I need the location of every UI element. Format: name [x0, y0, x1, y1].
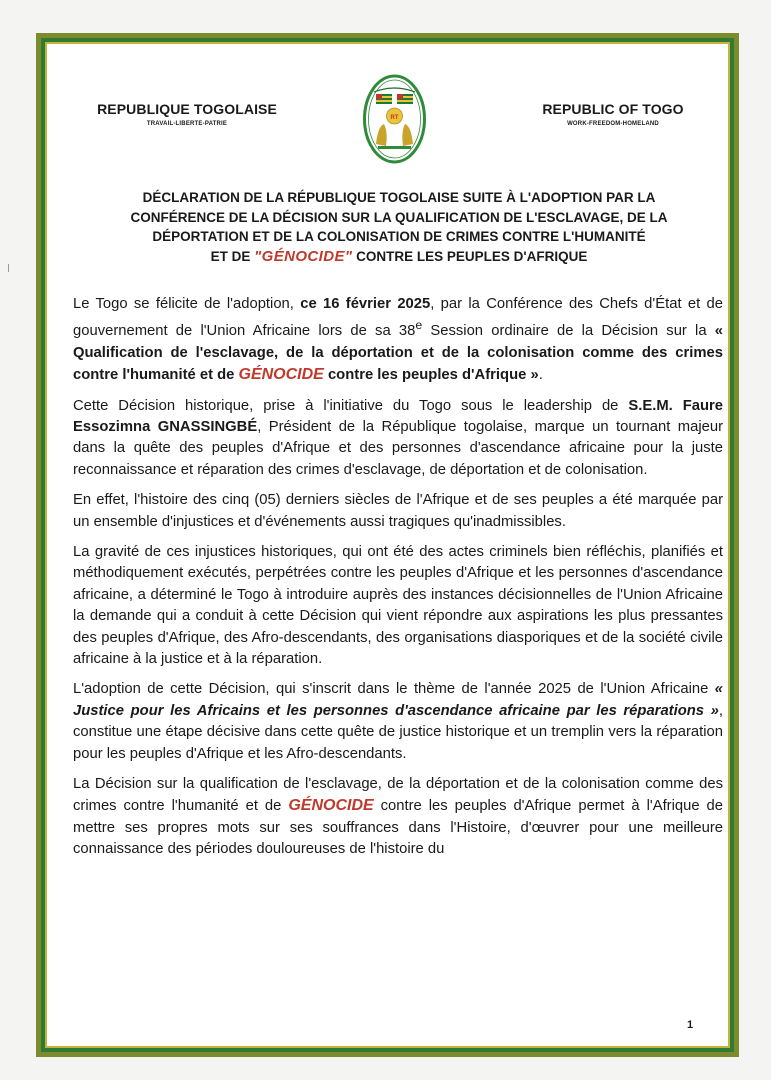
p1-genocide-word: GÉNOCIDE: [238, 366, 324, 384]
p1-superscript: e: [415, 318, 423, 333]
title-line-4: [87, 247, 711, 267]
p1-text: Le Togo se félicite de l'adoption,: [73, 296, 301, 312]
declaration-body: [73, 294, 723, 870]
scan-edge-mark: [8, 264, 9, 272]
p2-president-name: S.E.M. Faure Essozimna GNASSINGBÉ: [73, 397, 723, 435]
header-left: [87, 101, 287, 127]
p6-genocide-word: GÉNOCIDE: [288, 797, 374, 815]
p2-text: Cette Décision historique, prise à l'initiative du Togo sous le leadership de: [73, 397, 629, 414]
paragraph-1: [73, 294, 723, 387]
motto-fr: TRAVAIL-LIBERTE-PATRIE: [146, 121, 228, 127]
paragraph-5: [73, 679, 723, 765]
p1-text-3: Session ordinaire de la Décision sur la: [422, 323, 715, 340]
page-border: [36, 33, 739, 1057]
p1-date: ce 16 février 2025: [300, 296, 431, 312]
title-line-3: DÉPORTATION ET DE LA COLONISATION DE CRIMES CONTRE L'HUMANITÉ: [152, 229, 646, 244]
p1-decision-title-end: contre les peuples d'Afrique »: [323, 367, 539, 384]
declaration-title: [87, 188, 711, 266]
p5-text: L'adoption de cette Décision, qui s'inscrit dans le thème de l'année 2025 de l'Union Africaine: [73, 681, 715, 698]
country-name-fr: REPUBLIQUE TOGOLAISE: [97, 101, 277, 117]
coat-of-arms-icon: [362, 74, 427, 164]
paragraph-3: En effet, l'histoire des cinq (05) derniers siècles de l'Afrique et de ses peuples a été marquée par un ensemble d'injustices et d'événements aussi tragiques qu'inadmissibles.: [73, 492, 723, 530]
title-line-2: CONFÉRENCE DE LA DÉCISION SUR LA QUALIFICATION DE L'ESCLAVAGE, DE LA: [130, 209, 668, 225]
p1-period: .: [538, 367, 543, 384]
title-line-4-end: CONTRE LES PEUPLES D'AFRIQUE: [352, 248, 588, 264]
p1-decision-title: « Qualification de l'esclavage, de la déportation et de la colonisation comme des crimes contre l'humanité et de: [73, 323, 724, 384]
p6-text: La Décision sur la qualification de l'esclavage, de la déportation et de la colonisation comme des crimes contre l'humanité et de: [73, 776, 723, 815]
emblem-text: RT: [390, 115, 399, 121]
header-right: [523, 101, 703, 127]
p1-text-2: , par la Conférence des Chefs d'État et de gouvernement de l'Union Africaine lors de sa 38: [73, 296, 723, 340]
title-line-4-start: ET DE: [210, 248, 255, 264]
title-genocide-word: "GÉNOCIDE": [254, 247, 353, 265]
motto-en: WORK-FREEDOM-HOMELAND: [567, 121, 659, 127]
p5-theme: « Justice pour les Africains et les personnes d'ascendance africaine par les réparations »: [73, 681, 723, 719]
p6-text-2: contre les peuples d'Afrique permet à l'Afrique de mettre ses propres mots sur ses souffrances dans l'Histoire, d'œuvrer pour une meilleure connaissance des périodes douloureuses de l'histoire du: [73, 798, 724, 858]
page-number: 1: [687, 1019, 694, 1031]
p5-text-2: , constitue une étape décisive dans cette quête de justice historique et un tremplin vers la réparation pour les peuples d'Afrique et les Afro-descendants.: [73, 702, 723, 762]
document-page: [47, 44, 728, 1046]
paragraph-6: [73, 774, 723, 861]
paragraph-4: La gravité de ces injustices historiques, qui ont été des actes criminels bien réfléchis, planifiés et méthodiquement exécutés, perpétrées contre les peuples d'Afrique et les personnes d'ascendance africaine, a déterminé le Togo à introduire auprès des instances décisionnelles de l'Union Africaine la demande qui a conduit à cette Décision qui vient répondre aux aspirations les plus pressantes des peuples d'Afrique, des Afro-descendants, des organisations diasporiques et de la société civile africaine à la justice et à la réparation.: [73, 543, 723, 668]
p2-text-2: , Président de la République togolaise, marque un tournant majeur dans la quête des peuples d'Afrique et des personnes d'ascendance africaine pour la juste reconnaissance et réparation des crimes d'esclavage, de déportation et de colonisation.: [73, 418, 723, 478]
paragraph-2: [73, 396, 723, 482]
country-name-en: REPUBLIC OF TOGO: [542, 101, 684, 117]
title-line-1: DÉCLARATION DE LA RÉPUBLIQUE TOGOLAISE SUITE À L'ADOPTION PAR LA: [142, 190, 656, 205]
